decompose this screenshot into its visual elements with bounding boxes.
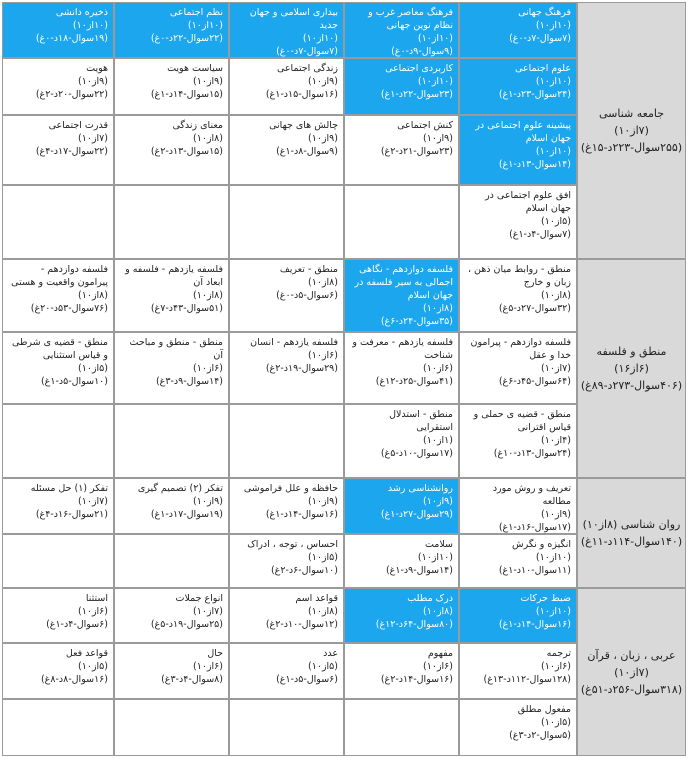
topic-stats: (۷سوال-۴د-۱غ) [509,229,571,240]
empty-cell [2,699,114,756]
topic-score: (۱از۱۰) [423,435,453,446]
topic-stats: (۱۴سوال-۹د-۱غ) [385,565,453,576]
topic-score: (۹از۱۰) [78,76,108,87]
topic-stats: (۲۴سوال-۱۳د-۱۰غ) [493,448,571,459]
topic-score: (۱۰از۱۰) [535,552,571,563]
topic-score: (۱۰از۱۰) [72,20,108,31]
topic-cell [344,2,459,58]
topic-cell [2,588,114,643]
topic-score: (۱۰از۱۰) [417,33,453,44]
topic-score: (۱۰از۱۰) [535,606,571,617]
topic-title: فرهنگ معاصر غرب و نظام نوین جهانی [368,7,453,31]
topic-stats: (۲۳سوال-۲۲د-۱غ) [380,89,453,100]
topic-title: انگیزه و نگرش [512,539,571,550]
topic-score: (۱۰از۱۰) [302,33,338,44]
topic-score: (۷از۱۰) [541,363,571,374]
topic-score: (۹از۱۰) [541,509,571,520]
topic-stats: (۶سوال-۴د-۱غ) [46,619,108,630]
topic-cell [229,2,344,58]
empty-cell [2,534,114,588]
topic-score: (۵از۱۰) [308,552,338,563]
topic-title: فلسفه یازدهم - فلسفه و ابعاد آن [125,264,223,288]
topic-title: بیداری اسلامی و جهان جدید [249,7,338,31]
topic-stats: (۱۶سوال-۱۴د-۱غ) [498,619,571,630]
subject-cell [577,2,686,259]
topic-title: منطق - استدلال استقرایی [389,409,453,433]
empty-cell [114,185,229,259]
topic-cell [2,478,114,534]
topic-cell [2,643,114,699]
topic-title: استثنا [85,593,108,604]
subject-label: روان شناسی (۸از۱۰) (۱۴۰سوال-۱۱۴د-۱۱غ) [580,518,683,548]
topic-title: ترجمه [546,648,571,659]
subject-cell [577,478,686,588]
topic-stats: (۱۷سوال-۱۶د-۱غ) [498,522,571,533]
topic-title: روانشناسی رشد [387,483,453,494]
topic-cell [229,534,344,588]
topic-score: (۵از۱۰) [541,216,571,227]
topic-cell [229,259,344,332]
topic-title: انواع جملات [175,593,223,604]
topic-title: فلسفه دوازدهم - نگاهی اجمالی به سیر فلسفه در جهان اسلام [354,264,453,301]
topic-title: منطق - روابط میان ذهن ، زبان و خارج [467,264,571,288]
topic-stats: (۲۳سوال-۲۱د-۲غ) [380,146,453,157]
topic-score: (۵از۱۰) [541,717,571,728]
topic-cell [344,534,459,588]
empty-cell [2,185,114,259]
topic-title: احساس ، توجه ، ادراک [247,539,338,550]
topic-title: تفکر (۲) تصمیم گیری [137,483,223,494]
topic-score: (۱۰از۱۰) [535,76,571,87]
topic-cell [2,115,114,185]
topic-title: نظم اجتماعی [169,7,223,18]
topic-score: (۴از۱۰) [541,435,571,446]
topic-score: (۹از۱۰) [193,76,223,87]
topic-stats: (۷۶سوال-۵۳د-۲۰غ) [30,303,108,314]
topic-score: (۸از۱۰) [193,290,223,301]
empty-cell [229,185,344,259]
topic-title: فلسفه یازدهم - انسان [250,337,338,348]
topic-score: (۱۰از۱۰) [535,20,571,31]
topic-stats: (۷سوال-۷د-۰غ) [276,46,338,57]
topic-score: (۶از۱۰) [78,606,108,617]
topic-title: سیاست هویت [167,63,223,74]
topic-stats: (۲۱سوال-۱۶د-۴غ) [35,509,108,520]
topic-stats: (۱۹سوال-۱۷د-۱غ) [150,509,223,520]
topic-stats: (۵۱سوال-۴۳د-۷غ) [150,303,223,314]
topic-stats: (۳۲سوال-۲۷د-۵غ) [498,303,571,314]
empty-cell [114,534,229,588]
topic-title: قواعد فعل [65,648,108,659]
topic-stats: (۱۶سوال-۱۴د-۱غ) [265,509,338,520]
topic-score: (۶از۱۰) [193,363,223,374]
topic-cell [229,332,344,404]
topic-title: حافظه و علل فراموشی [243,483,338,494]
topic-score: (۸از۱۰) [308,606,338,617]
topic-score: (۶از۱۰) [308,350,338,361]
topic-title: چالش های جهانی [269,120,338,131]
topic-stats: (۸۰سوال-۶۴د-۱۲غ) [375,619,453,630]
topic-title: هویت [86,63,108,74]
topic-stats: (۱۶سوال-۸د-۸غ) [40,674,108,685]
topic-stats: (۲۵سوال-۱۹د-۵غ) [150,619,223,630]
subject-label: عربی ، زبان ، قرآن (۷از۱۰) (۳۱۸سوال-۲۵۶د-۵۱غ) [580,648,683,696]
topic-cell [114,643,229,699]
topic-title: منطق - قضیه ی شرطی و قیاس استثنایی [11,337,108,361]
empty-cell [229,699,344,756]
topic-stats: (۱۹سوال-۱۸د-۰غ) [35,33,108,44]
topic-stats: (۱۲۸سوال-۱۱۲د-۱۳غ) [483,674,571,685]
topic-title: مفهوم [427,648,453,659]
topic-cell [114,2,229,58]
topic-cell [114,58,229,115]
topic-cell [114,259,229,332]
topic-title: فلسفه دوازدهم - پیرامون خدا و عقل [470,337,571,361]
topic-title: پیشینه علوم اجتماعی در جهان اسلام [475,120,571,144]
topic-stats: (۱۵سوال-۱۳د-۲غ) [150,146,223,157]
topic-title: ذخیره دانشی [55,7,108,18]
topic-stats: (۱۴سوال-۹د-۳غ) [155,376,223,387]
topic-score: (۸از۱۰) [423,606,453,617]
topic-title: منطق - منطق و مباحث آن [129,337,223,361]
topic-cell [2,332,114,404]
topic-title: درک مطلب [407,593,453,604]
topic-stats: (۲۲سوال-۲۰د-۲غ) [35,89,108,100]
topic-stats: (۷سوال-۷د-۰غ) [509,33,571,44]
topic-cell [459,534,577,588]
topic-title: قدرت اجتماعی [48,120,108,131]
topic-cell [2,2,114,58]
subject-cell [577,259,686,478]
topic-stats: (۱۰سوال-۵د-۱غ) [40,376,108,387]
topic-cell [459,332,577,404]
topic-score: (۹از۱۰) [308,133,338,144]
topic-cell [2,259,114,332]
topic-title: عدد [323,648,338,659]
topic-cell [344,588,459,643]
topic-score: (۶از۱۰) [193,661,223,672]
topic-title: سلامت [424,539,453,550]
topic-cell [344,478,459,534]
topic-score: (۶از۱۰) [423,661,453,672]
topic-title: زندگی اجتماعی [276,63,338,74]
topic-cell [459,478,577,534]
topic-stats: (۱۰سوال-۶د-۲غ) [270,565,338,576]
topic-cell [2,58,114,115]
topic-cell [344,643,459,699]
topic-stats: (۶سوال-۵د-۱غ) [276,674,338,685]
topic-score: (۷از۱۰) [193,606,223,617]
subject-label: جامعه شناسی (۷از۱۰) (۲۵۵سوال-۲۲۳د-۱۵غ) [580,107,683,154]
topic-title: فلسفه یازدهم - معرفت و شناخت [352,337,453,361]
empty-cell [114,699,229,756]
topic-stats: (۱۶سوال-۱۴د-۲غ) [380,674,453,685]
topic-cell [114,478,229,534]
topic-score: (۹از۱۰) [423,496,453,507]
topic-cell [229,115,344,185]
topic-title: کاربردی اجتماعی [385,63,453,74]
empty-cell [2,404,114,478]
subject-cell [577,588,686,756]
topic-title: فلسفه دوازدهم - پیرامون واقعیت و هستی [11,264,108,288]
topic-cell [114,115,229,185]
topic-title: منطق - قضیه ی حملی و قیاس اقترانی [473,409,571,433]
topic-title: حال [207,648,223,659]
topic-cell [459,699,577,756]
empty-cell [344,185,459,259]
topic-score: (۱۰از۱۰) [417,552,453,563]
topic-score: (۷از۱۰) [78,496,108,507]
topic-stats: (۲۲سوال-۲۲د-۰غ) [150,33,223,44]
topic-cell [459,115,577,185]
topic-stats: (۵سوال-۲د-۳غ) [509,730,571,741]
topic-score: (۸از۱۰) [193,133,223,144]
topic-stats: (۹سوال-۹د-۰غ) [391,46,453,57]
topic-score: (۵از۱۰) [308,661,338,672]
topic-stats: (۶سوال-۵د-۰غ) [276,290,338,301]
topic-stats: (۳۵سوال-۲۴د-۶غ) [380,316,453,327]
topic-score: (۸از۱۰) [308,277,338,288]
topic-title: مفعول مطلق [517,704,571,715]
topic-score: (۹از۱۰) [308,76,338,87]
topic-score: (۶از۱۰) [423,363,453,374]
topic-stats: (۲۹سوال-۲۷د-۱غ) [380,509,453,520]
topic-cell [344,404,459,478]
topic-score: (۸از۱۰) [78,290,108,301]
topic-cell [344,259,459,332]
topic-cell [459,643,577,699]
topic-stats: (۲۹سوال-۱۹د-۲غ) [265,363,338,374]
topic-title: قواعد اسم [295,593,338,604]
topic-title: منطق - تعریف [279,264,338,275]
subject-label: منطق و فلسفه (۶از۱۶) (۴۰۶سوال-۲۷۳د-۸۹غ) [580,345,683,392]
topic-stats: (۱۲سوال-۱۰د-۲غ) [265,619,338,630]
topic-cell [459,404,577,478]
topic-stats: (۴۱سوال-۲۵د-۱۲غ) [375,376,453,387]
topic-cell [344,115,459,185]
topic-title: افق علوم اجتماعی در جهان اسلام [485,190,571,214]
topic-cell [114,332,229,404]
empty-cell [114,404,229,478]
topic-stats: (۲۴سوال-۲۳د-۱غ) [498,89,571,100]
topic-cell [459,2,577,58]
topic-score: (۵از۱۰) [78,661,108,672]
topic-score: (۹از۱۰) [193,496,223,507]
topic-title: ضبط حرکات [520,593,571,604]
topic-cell [114,588,229,643]
topic-score: (۵از۱۰) [78,363,108,374]
topic-score: (۶از۱۰) [541,661,571,672]
topic-title: تفکر (۱) حل مسئله [30,483,108,494]
topic-score: (۹از۱۰) [308,496,338,507]
topic-stats: (۹سوال-۸د-۱غ) [276,146,338,157]
topic-cell [229,478,344,534]
topic-cell [229,643,344,699]
topic-cell [344,332,459,404]
topic-cell [344,58,459,115]
topic-title: علوم اجتماعی [515,63,571,74]
topic-title: فرهنگ جهانی [518,7,571,18]
empty-cell [344,699,459,756]
topic-title: کنش اجتماعی [397,120,453,131]
topic-stats: (۸سوال-۴د-۳غ) [161,674,223,685]
topic-cell [229,58,344,115]
empty-cell [229,404,344,478]
topic-cell [229,588,344,643]
topic-cell [459,185,577,259]
topic-cell [459,588,577,643]
topic-score: (۱۰از۱۰) [187,20,223,31]
topic-stats: (۱۴سوال-۱۳د-۱غ) [498,159,571,170]
topic-stats: (۱۷سوال-۱۰د-۵غ) [380,448,453,459]
topic-score: (۸از۱۰) [541,290,571,301]
topic-score: (۸از۱۰) [423,303,453,314]
topic-score: (۱۰از۱۰) [535,146,571,157]
topic-cell [459,58,577,115]
topic-score: (۱۰از۱۰) [417,76,453,87]
topic-stats: (۱۶سوال-۱۵د-۱غ) [265,89,338,100]
topic-score: (۹از۱۰) [423,133,453,144]
topic-score: (۷از۱۰) [78,133,108,144]
topic-stats: (۲۲سوال-۱۷د-۴غ) [35,146,108,157]
topic-stats: (۶۴سوال-۴۵د-۶غ) [498,376,571,387]
topic-stats: (۱۵سوال-۱۴د-۱غ) [150,89,223,100]
topic-cell [459,259,577,332]
topic-title: تعریف و روش مورد مطالعه [492,483,571,507]
topic-title: معنای زندگی [172,120,223,131]
topic-stats: (۱۱سوال-۱۰د-۱غ) [498,565,571,576]
